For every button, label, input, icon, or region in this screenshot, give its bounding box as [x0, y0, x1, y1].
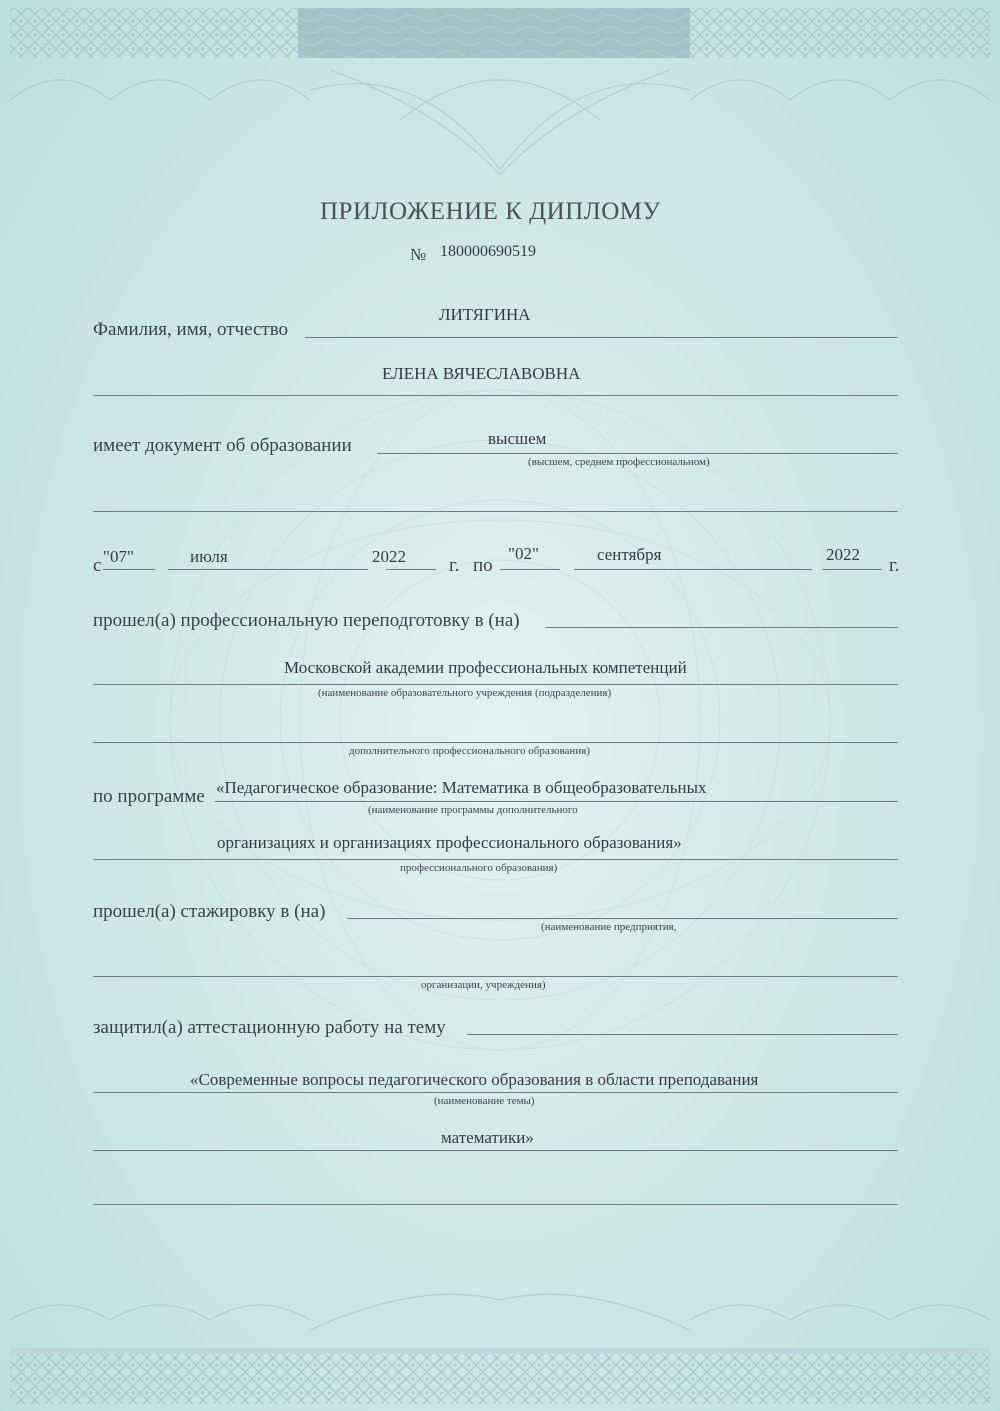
to-year-line [822, 569, 882, 570]
period-prefix: с [93, 555, 102, 576]
fio-line-1 [305, 337, 898, 338]
from-month-line [168, 569, 368, 570]
institution-value: Московской академии профессиональных компетенций [284, 658, 687, 677]
name-value: ЕЛЕНА ВЯЧЕСЛАВОВНА [382, 364, 581, 383]
to-month: сентября [597, 545, 662, 564]
document-number: 180000690519 [440, 243, 536, 260]
internship-label: прошел(а) стажировку в (на) [93, 901, 326, 922]
education-line [377, 453, 898, 454]
thesis-caption: (наименование темы) [434, 1095, 535, 1107]
education-value: высшем [488, 429, 547, 448]
program-line-1-text: «Педагогическое образование: Математика в общеобразовательных [216, 778, 707, 797]
institution-line-2 [93, 742, 898, 743]
program-label: по программе [93, 786, 205, 807]
thesis-line-1 [93, 1092, 898, 1093]
education-caption: (высшем, среднем профессиональном) [528, 456, 710, 468]
program-caption-2: профессионального образования) [400, 862, 558, 874]
education-label: имеет документ об образовании [93, 435, 352, 456]
program-line-2-text: организациях и организациях профессионального образования» [217, 833, 682, 852]
year-suffix-1: г. [449, 555, 460, 576]
internship-caption-2: организации, учреждения) [421, 979, 546, 991]
program-caption-1: (наименование программы дополнительного [368, 804, 578, 816]
institution-caption-2: дополнительного профессионального образования) [349, 745, 590, 757]
from-month: июля [190, 547, 228, 566]
to-year: 2022 [826, 545, 860, 564]
program-line-1 [215, 801, 898, 802]
central-rosette [170, 390, 830, 1050]
internship-caption-1: (наименование предприятия, [541, 921, 677, 933]
fio-line-2 [93, 395, 898, 396]
from-year-line [386, 569, 436, 570]
from-year: 2022 [372, 547, 406, 566]
retraining-label: прошел(а) профессиональную переподготовку в (на) [93, 610, 520, 631]
thesis-line-3 [93, 1204, 898, 1205]
thesis-line [467, 1034, 898, 1035]
surname-value: ЛИТЯГИНА [439, 305, 531, 324]
thesis-line-2 [93, 1150, 898, 1151]
period-to-label: по [473, 555, 493, 576]
to-day: "02" [508, 544, 539, 563]
program-line-2 [93, 859, 898, 860]
from-day-line [103, 569, 155, 570]
fio-label: Фамилия, имя, отчество [93, 319, 289, 340]
institution-caption-1: (наименование образовательного учреждения (подразделения) [318, 687, 612, 699]
year-suffix-2: г. [889, 555, 900, 576]
top-arc-ornament [10, 70, 990, 175]
document-title: ПРИЛОЖЕНИЕ К ДИПЛОМУ [320, 198, 661, 225]
internship-line-2 [93, 976, 898, 977]
to-day-line [500, 569, 560, 570]
retraining-line [546, 627, 898, 628]
bottom-arc-ornament [10, 1294, 990, 1330]
thesis-line-2-text: математики» [441, 1128, 534, 1147]
institution-line [93, 684, 898, 685]
bottom-border-ornament [10, 1354, 990, 1404]
internship-line [347, 918, 898, 919]
thesis-label: защитил(а) аттестационную работу на тему [93, 1017, 446, 1038]
from-day: "07" [103, 547, 134, 566]
education-line-2 [93, 511, 898, 512]
to-month-line [574, 569, 812, 570]
thesis-line-1-text: «Современные вопросы педагогического образования в области преподавания [190, 1070, 759, 1089]
number-sign: № [410, 245, 427, 264]
